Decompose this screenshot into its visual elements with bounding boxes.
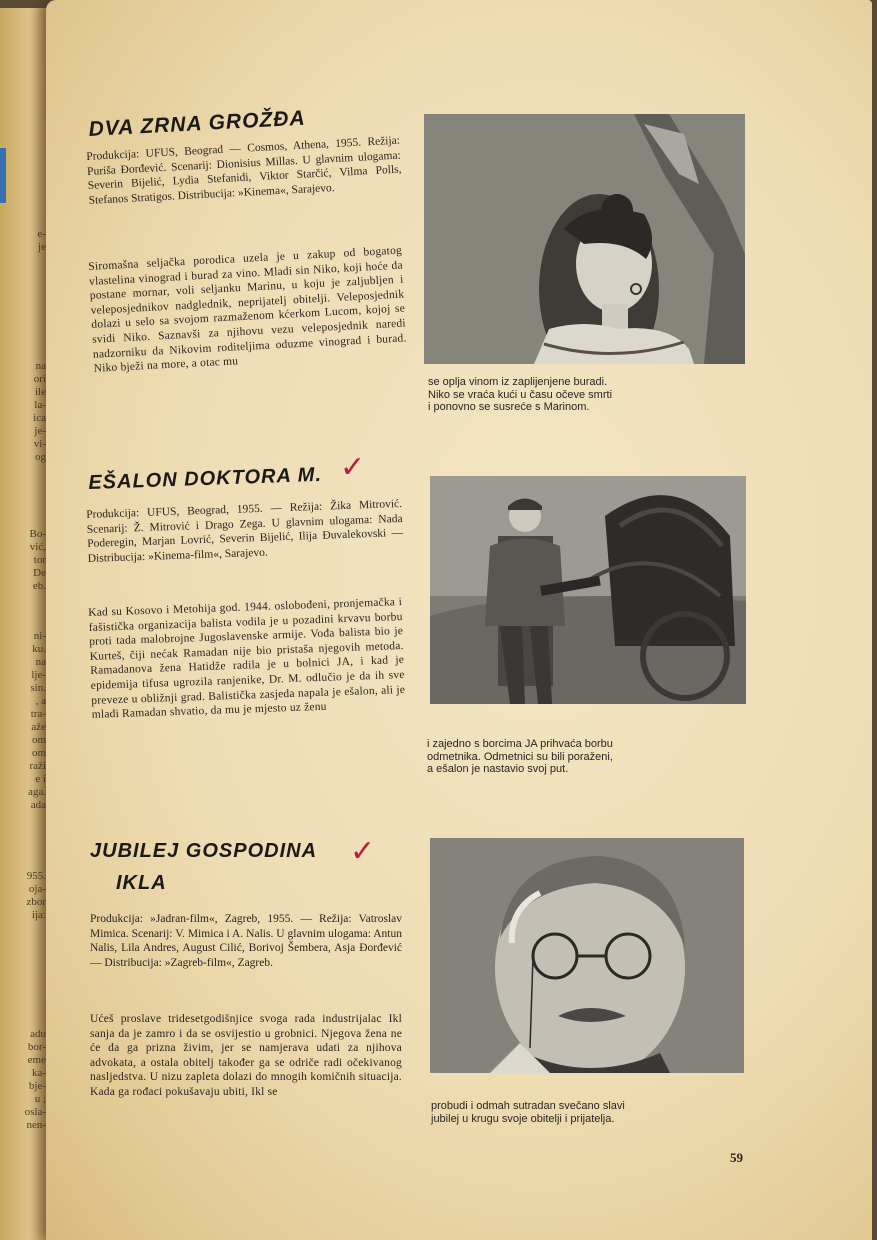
page-number: 59 (730, 1150, 743, 1165)
left-page-text-fragment: ni- ku. na lje- sin. , a tra- aže om om raži e i aga. ada (27, 630, 46, 811)
section-title-ikla: IKLA (116, 872, 167, 894)
section-story: Ućeš proslave tridesetgodišnjice svoga rada industrijalac Ikl sanja da je zamro i da se osvijestio u grobnici. Njegova žena ne će da ga prizna živim, jer se namjerava udati za njihova advokata, a ostala obitelj također ga se odriče radi očekivanog nasljedstva. U nizu zapleta dolazi do mnogih komičnih situacija. Kada ga rođaci pokušavaju ubiti, Ikl se (90, 1013, 402, 1098)
left-page-text-fragment: Bo- vić, tor De eb. (29, 528, 46, 592)
left-page-text-fragment: e- je (37, 228, 46, 253)
photo-caption: probudi i odmah sutradan svečano slavi jubilej u krugu svoje obitelji i prijatelja. (431, 1100, 625, 1125)
section-title-esalon-doktora-m: EŠALON DOKTORA M. (88, 463, 323, 494)
photo-caption: i zajedno s borcima JA prihvaća borbu odmetnika. Odmetnici su bili poraženi, a ešalon je nastavio svoj put. (427, 738, 613, 775)
section-credits: Produkcija: UFUS, Beograd, 1955. — Režija: Žika Mitrović. Scenarij: Ž. Mitrović i Drago Zega. U glavnim ulogama: Nada Poderegin, Marjan Lovrić, Severin Bijelić, Ilija Đuvalekovski — Distribucija: »Kinema-film«, Sarajevo. (86, 497, 404, 565)
section-credits: Produkcija: UFUS, Beograd — Cosmos, Athena, 1955. Režija: Puriša Đorđević. Scenarij: Dionisius Millas. U glavnim ulogama: Severin Bijelić, Lydia Stefanidi, Viktor Starčić, Vilma Polls, Stefanos Stratigos. Distribucija: »Kinema«, Sarajevo. (86, 134, 402, 207)
film-still-man-portrait (430, 838, 744, 1073)
blue-tab-mark (0, 148, 6, 203)
section-story: Kad su Kosovo i Metohija god. 1944. oslobođeni, pronjemačka i fašistička organizacija balista vodila je u pozadini krvavu borbu proti tada malobrojne Jugoslavenske armije. Vođa balista bio je Kurteš, čiji nećak Ramadan nije bio pristaša njegovih metoda. Ramadanova žena Hatidže radila je u bolnici JA, i kad je epidemija tifusa ugrozila ranjenike, Dr. M. odlučio je da ih sve preveze u obližnji grad. Balistička zasjeda napala je ešalon, ali je mladi Ramadan shvatio, da mu je mjesto uz ženu (88, 596, 406, 722)
section-title-jubilej-gospodina: JUBILEJ GOSPODINA (90, 840, 318, 862)
left-page-text-fragment: adu bor- eme ka- bje- u ; osla- nen- (24, 1028, 46, 1131)
section-title-dva-zrna-grozda: DVA ZRNA GROŽĐA (88, 106, 307, 141)
film-still-soldier-wagon (430, 476, 746, 704)
left-page-text-fragment: na ori ile la- ica je- vi- og (33, 360, 46, 463)
left-page-edge (0, 8, 48, 1240)
photo-caption: se oplja vinom iz zaplijenjene buradi. Niko se vraća kući u času očeve smrti i ponovno se susreće s Marinom. (428, 376, 613, 413)
section-story: Siromašna seljačka porodica uzela je u zakup od bogatog vlastelina vinograd i burad za vino. Mladi sin Niko, koji hoće da postane mornar, voli seljanku Marinu, u koju je zaljubljen i veleposjednikov nadglednik, neprijatelj obitelji. Veleposjednik dolazi u selo sa svojom razmaženom kćerkom Lucom, kojoj se svidi Niko. Saznavši za njihovu vezu veleposjednik naredi nadzorniku da Nikovim roditeljima oduzme vinograd i burad. Niko bježi na more, a otac mu (88, 244, 407, 375)
check-mark-annotation: ✓ (340, 450, 366, 485)
left-page-text-fragment: 955. oja- zbor ija: (26, 870, 46, 921)
section-credits: Produkcija: »Jadran-film«, Zagreb, 1955. — Režija: Vatroslav Mimica. Scenarij: V. Mimica i A. Nalis. U glavnim ulogama: Antun Nalis, Lila Andres, August Cilić, Borivoj Šembera, Asja Đorđević — Distribucija: »Zagreb-film«, Zagreb. (90, 913, 402, 969)
check-mark-annotation: ✓ (350, 834, 376, 869)
film-still-woman-portrait (424, 114, 745, 364)
